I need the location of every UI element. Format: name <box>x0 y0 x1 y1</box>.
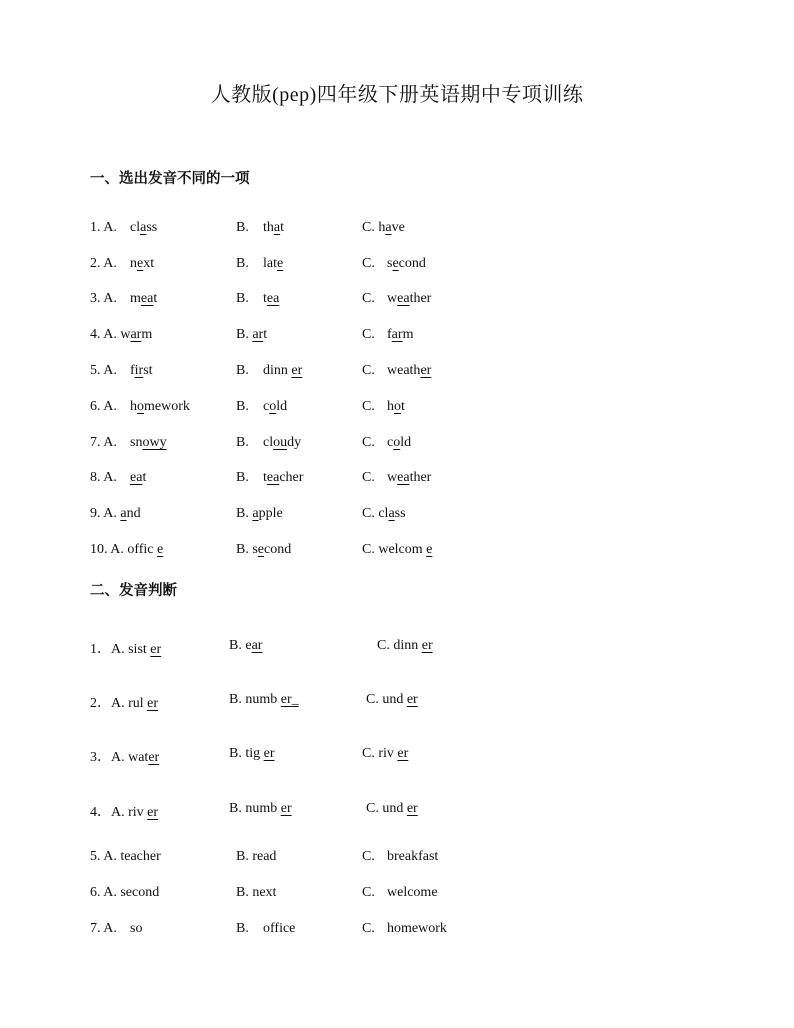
option-text: breakfast <box>387 849 439 864</box>
section-1-question-7 <box>0 435 794 457</box>
section-1-heading: 一、选出发音不同的一项 <box>90 171 250 187</box>
option-text: C. <box>362 435 375 450</box>
option-text: C. und er <box>366 801 418 816</box>
option-text: C. <box>362 921 375 936</box>
option-text: C. <box>362 291 375 306</box>
option-text: dinn er <box>263 363 303 378</box>
section-2-question-6 <box>0 885 794 907</box>
option-text: that <box>263 220 284 235</box>
option-text: snowy <box>130 435 167 450</box>
underlined-letters: ou <box>273 435 288 450</box>
option-text: 5. A. teacher <box>90 849 161 864</box>
underlined-letters: a <box>140 220 147 235</box>
underlined-letters: er <box>148 750 160 765</box>
option-text: 10. A. offic e <box>90 542 164 557</box>
option-text: C. <box>362 849 375 864</box>
option-text: hot <box>387 399 405 414</box>
option-text: B. <box>236 470 249 485</box>
underlined-letters: a <box>273 220 281 235</box>
option-text: cloudy <box>263 435 302 450</box>
underlined-letters: o <box>393 435 401 450</box>
option-text: cold <box>263 399 288 414</box>
option-text: B. second <box>236 542 292 557</box>
option-text: B. ear <box>229 638 263 653</box>
option-text: 4. A. warm <box>90 327 153 342</box>
underlined-letters: e <box>157 542 164 557</box>
option-text: so <box>130 921 143 936</box>
option-text: C. welcom e <box>362 542 433 557</box>
underlined-letters: o <box>269 399 277 414</box>
underlined-letters: o <box>394 399 401 414</box>
section-1-question-6 <box>0 399 794 421</box>
option-text: C. <box>362 363 375 378</box>
option-text: weather <box>387 470 432 485</box>
underlined-letters: er <box>397 746 409 761</box>
option-text: B. tig er <box>229 746 275 761</box>
option-text: first <box>130 363 153 378</box>
option-text: homework <box>387 921 447 936</box>
section-1-question-9 <box>0 506 794 528</box>
underlined-letters: e <box>277 256 284 271</box>
section-2-question-7 <box>0 921 794 943</box>
section-1-question-2 <box>0 256 794 278</box>
section-1-question-8 <box>0 470 794 492</box>
option-text: C. have <box>362 220 405 235</box>
option-text: B. <box>236 921 249 936</box>
option-text: late <box>263 256 284 271</box>
option-text: 2．A. rul er <box>90 696 159 711</box>
option-text: C. class <box>362 506 406 521</box>
option-text: B. numb er <box>229 801 292 816</box>
option-text: 1. A. <box>90 220 117 235</box>
underlined-letters: ir <box>134 363 144 378</box>
option-text: 3．A. water <box>90 750 160 765</box>
option-text: B. <box>236 291 249 306</box>
option-text: B. <box>236 399 249 414</box>
section-1-question-3 <box>0 291 794 313</box>
option-text: C. <box>362 399 375 414</box>
option-text: B. <box>236 363 249 378</box>
underlined-letters: er <box>420 363 432 378</box>
option-text: 2. A. <box>90 256 117 271</box>
option-text: 6. A. second <box>90 885 160 900</box>
underlined-letters: ea <box>266 291 280 306</box>
underlined-letters: er <box>406 692 418 707</box>
underlined-letters: e <box>426 542 433 557</box>
option-text: C. dinn er <box>377 638 433 653</box>
section-1-question-1 <box>0 220 794 242</box>
option-text: 1．A. sist er <box>90 642 162 657</box>
section-2-heading: 二、发音判断 <box>90 583 177 599</box>
underlined-letters: a <box>388 506 395 521</box>
underlined-letters: o <box>137 399 144 414</box>
underlined-letters: er <box>406 801 418 816</box>
option-text: B. next <box>236 885 277 900</box>
option-text: 9. A. and <box>90 506 141 521</box>
option-text: 6. A. <box>90 399 117 414</box>
underlined-letters: ea <box>397 470 410 485</box>
section-2-question-1 <box>0 638 794 660</box>
underlined-letters: ea <box>397 291 410 306</box>
underlined-letters: er <box>263 746 275 761</box>
option-text: B. numb er_ <box>229 692 299 707</box>
section-2-question-2 <box>0 692 794 714</box>
option-text: C. riv er <box>362 746 409 761</box>
underlined-letters: er <box>150 642 162 657</box>
option-text: 8. A. <box>90 470 117 485</box>
option-text: second <box>387 256 426 271</box>
option-text: B. <box>236 256 249 271</box>
underlined-letters: e <box>137 256 144 271</box>
option-text: B. <box>236 220 249 235</box>
underlined-letters: owy <box>142 435 167 450</box>
option-text: C. <box>362 256 375 271</box>
option-text: 7. A. <box>90 921 117 936</box>
option-text: B. <box>236 435 249 450</box>
underlined-letters: er <box>421 638 433 653</box>
underlined-letters: er <box>147 805 159 820</box>
option-text: welcome <box>387 885 438 900</box>
underlined-letters: a <box>385 220 392 235</box>
option-text: 7. A. <box>90 435 117 450</box>
underlined-letters: er_ <box>280 692 299 707</box>
option-text: office <box>263 921 296 936</box>
underlined-letters: ea <box>140 291 154 306</box>
option-text: farm <box>387 327 414 342</box>
option-text: B. apple <box>236 506 283 521</box>
underlined-letters: ar <box>252 327 264 342</box>
section-2-question-5 <box>0 849 794 871</box>
option-text: teacher <box>263 470 304 485</box>
option-text: next <box>130 256 155 271</box>
underlined-letters: er <box>280 801 292 816</box>
underlined-letters: er <box>291 363 303 378</box>
underlined-letters: ar <box>130 327 142 342</box>
section-1-question-10 <box>0 542 794 564</box>
underlined-letters: ea <box>130 470 143 485</box>
option-text: tea <box>263 291 280 306</box>
option-text: C. <box>362 885 375 900</box>
option-text: 4．A. riv er <box>90 805 159 820</box>
section-2-question-3 <box>0 746 794 768</box>
underlined-letters: er <box>147 696 159 711</box>
option-text: C. <box>362 470 375 485</box>
section-1-question-4 <box>0 327 794 349</box>
underlined-letters: ar <box>251 638 263 653</box>
option-text: meat <box>130 291 158 306</box>
section-1-question-5 <box>0 363 794 385</box>
option-text: weather <box>387 363 432 378</box>
underlined-letters: ea <box>266 470 280 485</box>
underlined-letters: a <box>120 506 127 521</box>
underlined-letters: a <box>252 506 259 521</box>
option-text: B. read <box>236 849 277 864</box>
underlined-letters: e <box>257 542 265 557</box>
option-text: cold <box>387 435 412 450</box>
option-text: 3. A. <box>90 291 117 306</box>
option-text: homework <box>130 399 190 414</box>
underlined-letters: e <box>392 256 399 271</box>
option-text: weather <box>387 291 432 306</box>
underlined-letters: ar <box>391 327 403 342</box>
option-text: C. <box>362 327 375 342</box>
option-text: eat <box>130 470 147 485</box>
option-text: 5. A. <box>90 363 117 378</box>
option-text: B. art <box>236 327 268 342</box>
section-2-question-4 <box>0 801 794 823</box>
option-text: C. und er <box>366 692 418 707</box>
page-title: 人教版(pep)四年级下册英语期中专项训练 <box>210 84 584 106</box>
option-text: class <box>130 220 158 235</box>
